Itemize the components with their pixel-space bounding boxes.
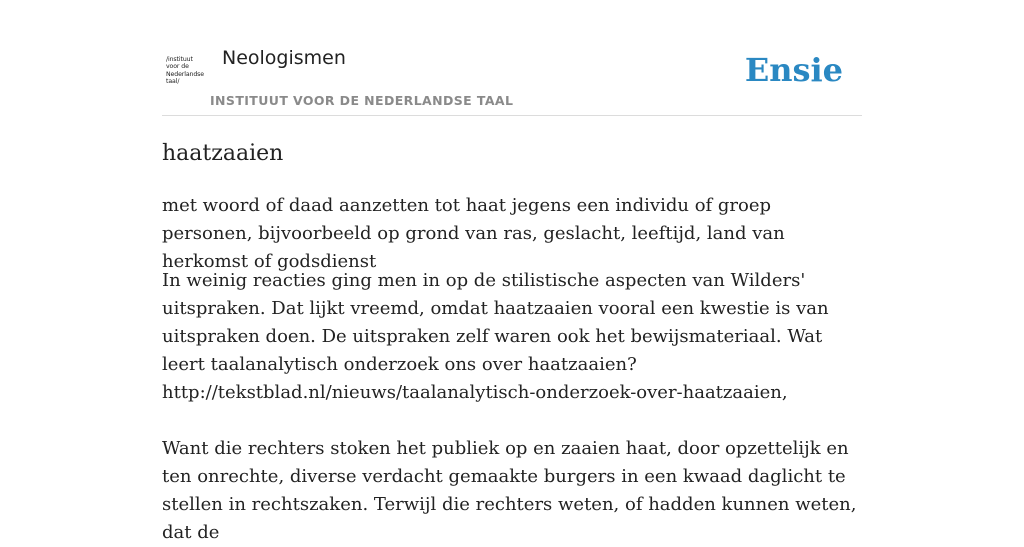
example-quote: In weinig reacties ging men in op de stilistische aspecten van Wilders' uitspraken. Dat lijkt vreemd, omdat haatzaaien vooral een kwestie is van uitspraken doen. De uitspraken zelf waren ook het bewijsmateriaal. Wat leert taalanalytisch onderzoek ons over haatzaaien? http://tekstblad.nl/nieuws/taalanalytisch-onderzoek-over-haatzaaien, [162, 270, 829, 403]
example-quote: Want die rechters stoken het publiek op en zaaien haat, door opzettelijk en ten onrechte, diverse verdacht gemaakte burgers in een kwaad daglicht te stellen in rechtszaken. Terwijl die rechters weten, of hadden kunnen weten, dat de [162, 438, 857, 543]
ivdnt-logo[interactable] [166, 56, 206, 90]
header-divider [162, 115, 862, 116]
org-name: INSTITUUT VOOR DE NEDERLANDSE TAAL [210, 93, 514, 108]
entry-title: haatzaaien [162, 141, 284, 166]
logo-line: taal/ [166, 78, 180, 86]
logo-line: Nederlandse [166, 70, 205, 78]
entry-definition: met woord of daad aanzetten tot haat jegens een individu of groep personen, bijvoorbeeld op grond van ras, geslacht, leeftijd, land van herkomst of godsdienst [162, 195, 785, 272]
logo-line: voor de [166, 63, 189, 71]
ensie-brand-logo[interactable]: Ensie [744, 51, 843, 89]
site-name[interactable]: Neologismen [222, 47, 346, 69]
logo-line: /instituut [166, 56, 193, 63]
entry-examples [162, 267, 864, 547]
